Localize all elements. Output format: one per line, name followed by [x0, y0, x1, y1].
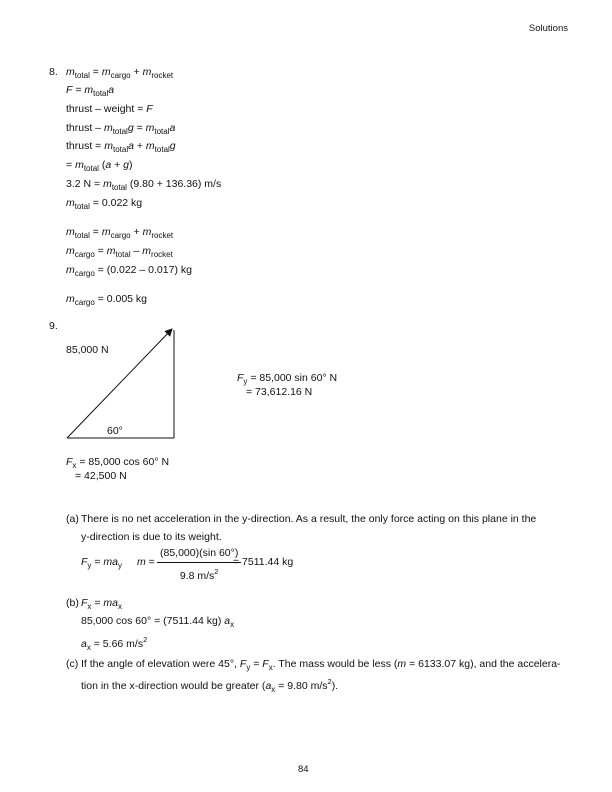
equation-term: a: [224, 615, 231, 627]
equation-term: total: [74, 231, 90, 240]
running-header: Solutions: [528, 23, 568, 34]
equation-term: m: [104, 140, 113, 152]
denominator-exponent: 2: [214, 567, 219, 576]
equation-term: m: [142, 245, 152, 257]
equation-term: m: [66, 66, 75, 78]
equation-term: 2: [327, 677, 332, 686]
equation-term: m: [103, 556, 113, 568]
equation-term: =: [66, 159, 76, 171]
equation-term: F: [146, 103, 153, 115]
equation-term: 2: [143, 635, 148, 644]
equation-term: =: [89, 226, 102, 238]
equation-term: a: [81, 638, 87, 650]
equation-term: total: [74, 71, 90, 80]
hypotenuse-label: 85,000 N: [66, 344, 109, 356]
equation-term: total: [154, 127, 170, 136]
equation-term: m: [137, 556, 146, 568]
equation-term: m: [101, 66, 111, 78]
equation-term: m: [84, 84, 94, 96]
equation-term: =: [72, 84, 85, 96]
equation-term: m: [142, 66, 152, 78]
equation-term: F: [66, 84, 73, 96]
equation-term: total: [154, 145, 170, 154]
equation-term: =: [250, 658, 263, 670]
equation-term: = 5.66 m/s: [90, 638, 144, 650]
equation-term: x: [87, 602, 92, 611]
equation-term: g: [123, 159, 130, 171]
problem-8-number: 8.: [49, 66, 58, 78]
equation-term: a: [128, 140, 134, 152]
equation-term: y: [243, 377, 248, 386]
equation-term: g: [169, 140, 176, 152]
equation-term: m: [66, 226, 75, 238]
equation-term: If the angle of elevation were 45°,: [81, 658, 240, 670]
part-a-result: = 7511.44 kg: [233, 556, 294, 568]
fraction-denominator: [157, 563, 241, 583]
equation-term: 85,000 cos 60° = (7511.44 kg): [81, 615, 225, 627]
equation-term: cargo: [74, 250, 95, 259]
part-a-label: (a): [66, 513, 79, 525]
equation-term: thrust – weight =: [66, 103, 147, 115]
equation-term: = 9.80 m/s: [275, 680, 328, 692]
equation-term: a: [108, 84, 115, 96]
equation-term: =: [89, 66, 102, 78]
equation-line: [75, 470, 127, 483]
equation-term: rocket: [151, 231, 174, 240]
equation-term: m: [103, 178, 112, 190]
equation-term: ma: [103, 597, 118, 609]
equation-term: x: [86, 643, 91, 652]
equation-term: (: [98, 159, 106, 171]
equation-term: a: [265, 680, 272, 692]
equation-term: x: [230, 620, 235, 629]
angle-label: 60°: [107, 425, 123, 437]
equation-term: ).: [331, 680, 339, 692]
equation-term: =: [133, 122, 146, 134]
equation-term: = 85,000 cos 60° N: [76, 456, 170, 468]
equation-term: a: [112, 556, 118, 568]
equation-term: x: [271, 685, 276, 694]
equation-term: cargo: [74, 269, 95, 278]
equation-term: F: [81, 597, 88, 609]
part-c-label: (c): [66, 658, 79, 670]
equation-term: m: [66, 245, 75, 257]
part-b-label: (b): [66, 597, 79, 609]
equation-term: = (0.022 – 0.017) kg: [94, 264, 192, 276]
equation-term: m: [145, 122, 155, 134]
equation-term: F: [262, 658, 269, 670]
equation-term: rocket: [151, 71, 174, 80]
equation-term: m: [66, 197, 75, 209]
problem-9-number: 9.: [49, 320, 58, 332]
equation-term: = 73,612.16 N: [246, 386, 313, 398]
equation-term: m: [66, 264, 75, 276]
equation-line: [81, 556, 122, 572]
denominator-text: 9.8 m/s: [179, 570, 215, 582]
equation-term: +: [133, 140, 146, 152]
equation-term: total: [111, 183, 127, 192]
equation-term: y: [246, 663, 251, 672]
equation-term: thrust –: [66, 122, 104, 134]
mass-fraction: [157, 547, 241, 583]
equation-term: = 85,000 sin 60° N: [247, 372, 338, 384]
equation-term: ): [129, 159, 133, 171]
equation-term: =: [145, 556, 155, 568]
equation-term: . The mass would be less (: [272, 658, 398, 670]
equation-line: [81, 675, 338, 696]
equation-term: m: [75, 159, 84, 171]
equation-term: F: [66, 456, 73, 468]
equation-term: a: [169, 122, 176, 134]
equation-term: m: [103, 122, 113, 134]
equation-term: total: [74, 202, 90, 211]
equation-term: m: [66, 293, 75, 305]
equation-line: [81, 597, 122, 613]
equation-term: thrust =: [66, 140, 105, 152]
equation-line: [81, 615, 234, 631]
equation-term: F: [81, 556, 88, 568]
equation-term: m: [106, 245, 116, 257]
equation-term: cargo: [110, 71, 131, 80]
part-a-text-1: There is no net acceleration in the y-direction. As a result, the only force acting on this plane in the: [81, 513, 537, 525]
equation-line: [81, 633, 147, 654]
equation-term: rocket: [151, 250, 173, 259]
equation-term: y: [87, 561, 92, 570]
page-number: 84: [298, 764, 309, 775]
equation-term: total: [112, 127, 128, 136]
equation-term: F: [239, 658, 247, 670]
equation-term: =: [91, 597, 104, 609]
equation-term: x: [268, 663, 273, 672]
equation-term: m: [397, 658, 407, 670]
equation-term: y: [117, 561, 122, 570]
equation-term: = 6133.07 kg), and the accelera-: [406, 658, 561, 670]
equation-term: cargo: [110, 231, 131, 240]
equation-term: +: [130, 66, 143, 78]
equation-term: x: [72, 461, 77, 470]
equation-term: total: [93, 89, 109, 98]
equation-term: = 42,500 N: [75, 470, 127, 482]
equation-line: [246, 386, 312, 399]
equation-term: (9.80 + 136.36) m/s: [126, 178, 222, 190]
equation-term: total: [115, 250, 131, 259]
fraction-numerator: (85,000)(sin 60°): [157, 547, 241, 563]
equation-term: a: [105, 159, 112, 171]
equation-line: [81, 658, 561, 674]
equation-term: = 0.005 kg: [94, 293, 148, 305]
equation-term: m: [142, 226, 152, 238]
equation-term: cargo: [74, 298, 95, 307]
equation-term: =: [94, 245, 107, 257]
equation-term: –: [130, 245, 143, 257]
equation-term: +: [111, 159, 124, 171]
equation-term: tion in the x-direction would be greater (: [81, 680, 266, 692]
equation-term: =: [91, 556, 104, 568]
equation-term: total: [83, 164, 99, 173]
equation-term: +: [130, 226, 143, 238]
equation-term: = 0.022 kg: [89, 197, 143, 209]
equation-term: F: [237, 372, 244, 384]
equation-line: [137, 556, 155, 569]
equation-term: 3.2 N =: [66, 178, 104, 190]
equation-term: x: [117, 602, 122, 611]
equation-term: total: [112, 145, 129, 154]
equation-term: m: [145, 140, 155, 152]
equation-term: g: [127, 122, 134, 134]
part-a-text-2: y-direction is due to its weight.: [81, 531, 222, 543]
equation-term: m: [101, 226, 111, 238]
